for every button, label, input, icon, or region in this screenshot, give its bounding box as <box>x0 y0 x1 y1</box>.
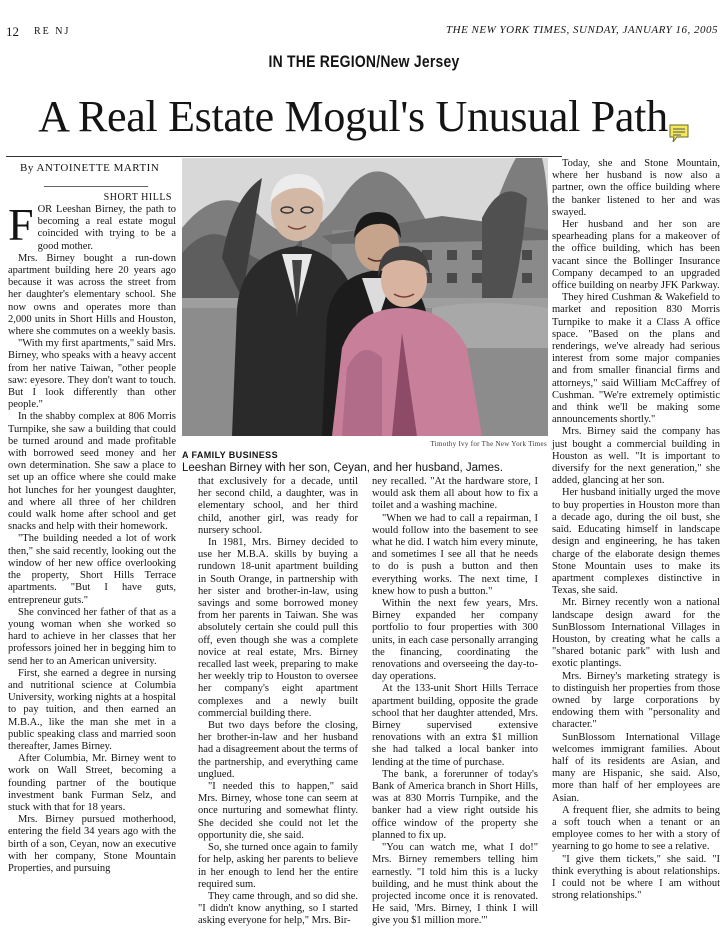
family-photo-illustration <box>182 158 548 436</box>
paragraph: Mrs. Birney bought a run-down apartment building here 20 years ago because it was across the street from her daughter's elementary school. She now owns and operates more than 2,000 units in Short Hills and Houston, where she commutes on a weekly basis. <box>8 252 176 338</box>
article-column-1 <box>8 199 176 875</box>
paragraph: First, she earned a degree in nursing and nutritional science at Columbia University, working nights at a hospital to pay tuition, and then earned an M.B.A., like the man she met in a public speaking class and married soon thereafter, James Birney. <box>8 667 176 752</box>
article-photo <box>182 158 548 436</box>
paragraph: "With my first apartments," said Mrs. Birney, who speaks with a heavy accent from her native Taiwan, "other people saw: eyesore. They don't want to touch. But I look differently than other people." <box>8 338 176 411</box>
headline-text: A Real Estate Mogul's Unusual Path <box>38 92 668 141</box>
paragraph: SunBlossom International Village welcomes immigrant families. About half of its residents are Asian, and many are Hispanic, she said. Also, more than half of her employees are Asian. <box>552 731 720 804</box>
paragraph: They came through, and so did she. "I didn't know anything, so I started asking everyone for help," Mrs. Bir- <box>198 890 358 927</box>
article-column-2 <box>198 476 358 928</box>
paragraph: In 1981, Mrs. Birney decided to use her M.B.A. skills by buying a rundown 18-unit apartment building in South Orange, in partnership with her sister and brother-in-law, using savings and some borrowed money from her parents in Taiwan. She was absolutely certain she could pull this off, even though she was a complete novice at real estate, Mrs. Birney recalled last week, preparing to make her weekly trip to Houston to oversee her company's eight apartment complexes and a newly built commercial building there. <box>198 537 358 719</box>
paragraph: "You can watch me, what I do!" Mrs. Birney remembers telling him earnestly. "I told him this is a lucky building, and he must think about the projected income once it is renovated. He said, 'Mrs. Birney, I think I will give you $1 million more.'" <box>372 842 538 927</box>
speech-bubble-icon[interactable] <box>668 104 690 124</box>
page-header <box>6 24 718 40</box>
paragraph: "The building needed a lot of work then," she said recently, looking out the window of her new office overlooking the property, Short Hills Terrace apartments. "But I have guts, entrepreneur guts." <box>8 533 176 606</box>
paragraph: After Columbia, Mr. Birney went to work on Wall Street, becoming a founding partner of the boutique investment bank Furman Selz, and stuck with that for 18 years. <box>8 753 176 813</box>
paragraph: "I needed this to happen," said Mrs. Birney, whose tone can seem at once nurturing and somewhat flinty. She decided she could not let the opportunity die, she said. <box>198 781 358 841</box>
article-column-4 <box>552 158 720 902</box>
paragraph: Her husband and her son are spearheading plans for a makeover of the office building, which has been vacant since the Bollinger Insurance Company decamped to an upgraded office building on nearby JFK Parkway. <box>552 219 720 292</box>
headline <box>0 92 728 142</box>
paper-info: THE NEW YORK TIMES, SUNDAY, JANUARY 16, 2005 <box>446 24 718 36</box>
paragraph: In the shabby complex at 806 Morris Turnpike, she saw a building that could be turned around and made profitable with borrowed seed money and her own determination. She saw a place to set up an office where she could make hot lunches for her youngest daughter, and where all three of her children could walk home after school and get snacks and help with their homework. <box>8 411 176 533</box>
paragraph: Mrs. Birney said the company has just bought a commercial building in Houston as well. "It is important to diversify for the next generation," she added, glancing at her son. <box>552 426 720 487</box>
paragraph: At the 133-unit Short Hills Terrace apartment building, opposite the grade school that her daughter attended, Mrs. Birney supervised extensive renovations with an extra $1 million she had talked a local banker into lending at the time of purchase. <box>372 683 538 768</box>
paragraph: that exclusively for a decade, until her second child, a daughter, was in elementary school, and her third child, another girl, was ready for nursery school. <box>198 476 358 536</box>
paragraph: Mrs. Birney's marketing strategy is to distinguish her properties from those owned by large corporations by endowing them with "personality and character." <box>552 670 720 731</box>
top-rule <box>6 156 562 157</box>
caption-heading: A FAMILY BUSINESS <box>182 450 278 460</box>
paragraph: A frequent flier, she admits to being a soft touch when a tenant or an employee comes to her with a story of yearning to go home to see a relative. <box>552 804 720 853</box>
paragraph: They hired Cushman & Wakefield to market and reposition 830 Morris Turnpike to make it a Class A office space. "Based on the plans and renderings, we've already had serious interest from some major companies and from smaller financial firms and attorneys," said William McCaffrey of Cushman. "We're extremely optimistic and think we'll be making some announcements shortly." <box>552 292 720 426</box>
paragraph: ney recalled. "At the hardware store, I would ask them all about how to fix a toilet and a washing machine. <box>372 476 538 512</box>
lead-paragraph <box>8 199 176 253</box>
byline: By ANTOINETTE MARTIN <box>20 162 160 174</box>
page-number: 12 <box>6 24 19 39</box>
byline-divider <box>44 186 148 187</box>
paragraph: "I give them tickets," she said. "I think everything is about relationships. I could not be where I am without strong relationships." <box>552 853 720 902</box>
paragraph: Within the next few years, Mrs. Birney expanded her company portfolio to four properties with 300 units, in each case personally arranging the financing, coordinating the renovations and overseeing the day-to-day operations. <box>372 598 538 683</box>
paragraph: Mr. Birney recently won a national landscape design award for the SunBlossom International Villages in Houston, by creating what he calls a "shared botanic park" with lush and exotic plantings. <box>552 597 720 670</box>
drop-cap: F <box>8 199 34 250</box>
paragraph: Today, she and Stone Mountain, where her husband is now also a partner, own the office building where the banker listened to her and was swayed. <box>552 158 720 218</box>
dateline: SHORT HILLS <box>103 192 172 203</box>
paragraph: The bank, a forerunner of today's Bank of America branch in Short Hills, was at 830 Morris Turnpike, and the banker had a view right outside his office window of the property she planned to fix up. <box>372 768 538 841</box>
lead-text: OR Leeshan Birney, the path to becoming a real estate mogul coincided with trying to be a good mother. <box>37 204 176 252</box>
section-title: IN THE REGION/New Jersey <box>268 52 460 71</box>
paragraph: Her husband initially urged the move to buy properties in Houston more than a decade ago, during the oil bust, she said. Educating himself in landscape design and engineering, he has taken charge of the elaborate design themes Stone Mountain uses to make its apartment complexes distinctive in Texas, she said. <box>552 487 720 597</box>
photo-credit: Timothy Ivy for The New York Times <box>430 440 547 448</box>
paragraph: So, she turned once again to family for help, asking her parents to believe in her enough to lend her the entire required sum. <box>198 842 358 890</box>
paragraph: "When we had to call a repairman, I would follow into the basement to see what he did. I watch him every minute, and sometimes I see all that he needs to do is push a button and then everything works. The next time, I knew how to push a button." <box>372 512 538 597</box>
paragraph: Mrs. Birney pursued motherhood, entering the field 34 years ago with the birth of a son, Ceyan, now an executive with her company, Stone Mountain Properties, and pursuing <box>8 814 176 874</box>
section-code: RE NJ <box>34 26 71 37</box>
photo-caption: Leeshan Birney with her son, Ceyan, and her husband, James. <box>182 462 503 474</box>
paragraph: She convinced her father of that as a young woman when she worked so hard to achieve in her classes that her professors joined her in begging him to send her to an American university. <box>8 606 176 667</box>
article-column-3 <box>372 476 538 928</box>
paragraph: But two days before the closing, her brother-in-law and her husband had a disagreement about the terms of the partnership, and everything came unglued. <box>198 720 358 780</box>
